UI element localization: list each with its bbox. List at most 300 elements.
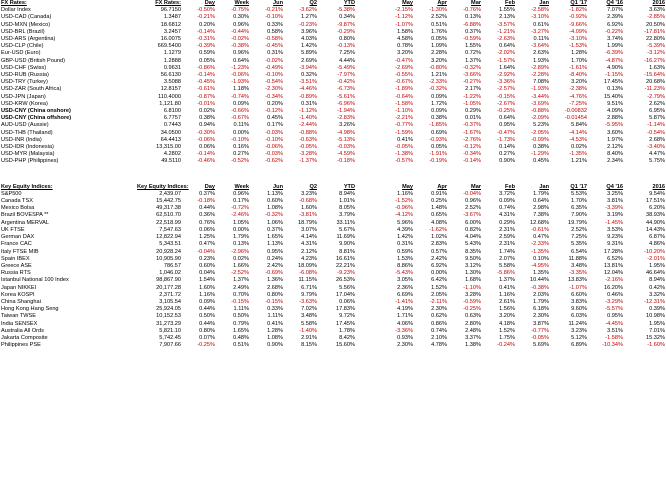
cell-value: -1.29% bbox=[531, 151, 549, 158]
cell-value: 17.51% bbox=[646, 198, 665, 205]
row-label: France CAC bbox=[1, 241, 32, 248]
row-label: Russia RTS bbox=[1, 270, 31, 277]
cell-value: 2.91% bbox=[301, 334, 317, 341]
table-row bbox=[0, 212, 666, 219]
fx-header-cell: YTD bbox=[343, 0, 355, 6]
cell-value: 1.54% bbox=[199, 277, 215, 284]
table-row bbox=[0, 285, 666, 292]
cell-value bbox=[356, 256, 380, 263]
cell-value: 7.25% bbox=[339, 50, 355, 57]
cell-value: 1.48% bbox=[431, 205, 447, 212]
cell-value: -12.31% bbox=[644, 298, 665, 305]
cell-value: 1,046.02 bbox=[159, 270, 181, 277]
row-label: USD-MXN (Mexico) bbox=[1, 21, 51, 28]
row-label: USD-CNY (China onshore) bbox=[1, 108, 71, 115]
cell-value: -2.92% bbox=[497, 72, 515, 79]
cell-value: -1.59% bbox=[395, 129, 413, 136]
cell-value: -6.96% bbox=[337, 100, 355, 107]
cell-value: 0.13% bbox=[465, 14, 481, 21]
cell-value: -1.82% bbox=[569, 7, 587, 14]
cell-value: 8.86% bbox=[397, 262, 413, 269]
cell-value: 4.2802 bbox=[163, 151, 181, 158]
cell-value: 7.90% bbox=[571, 212, 587, 219]
cell-value: 0.82% bbox=[465, 226, 481, 233]
cell-value: 0.86% bbox=[431, 320, 447, 327]
cell-value: -0.38% bbox=[531, 284, 549, 291]
cell-value: 0.17% bbox=[233, 198, 249, 205]
cell-value: 8.42% bbox=[339, 334, 355, 341]
cell-value: 15.60% bbox=[336, 342, 355, 349]
table-row bbox=[0, 328, 666, 335]
cell-value: 0.11% bbox=[533, 36, 549, 43]
fx-header-cell: Week bbox=[234, 0, 249, 6]
cell-value bbox=[356, 72, 380, 79]
cell-value: 0.37% bbox=[267, 226, 283, 233]
cell-value: -1.41% bbox=[395, 298, 413, 305]
section-gap bbox=[0, 166, 640, 184]
row-label: Istanbul National 100 Index bbox=[1, 277, 69, 284]
cell-value: -0.74% bbox=[231, 93, 249, 100]
cell-value: 18.6812 bbox=[160, 21, 181, 28]
cell-value: 2.05% bbox=[431, 291, 447, 298]
row-label: UK FTSE bbox=[1, 226, 25, 233]
cell-value bbox=[356, 205, 380, 212]
cell-value: -0.15% bbox=[497, 93, 515, 100]
cell-value: 1.60% bbox=[301, 205, 317, 212]
cell-value: -0.22% bbox=[605, 28, 623, 35]
cell-value: -0.54% bbox=[647, 129, 665, 136]
cell-value: -0.30% bbox=[197, 129, 215, 136]
cell-value: -0.25% bbox=[197, 342, 215, 349]
cell-value: 11.15% bbox=[298, 277, 317, 284]
cell-value: 1.16% bbox=[397, 190, 413, 197]
cell-value bbox=[356, 43, 380, 50]
row-label: USD-KRW (Korea) bbox=[1, 100, 48, 107]
cell-value: -1.12% bbox=[299, 108, 317, 115]
cell-value: 5.58% bbox=[301, 320, 317, 327]
cell-value: 0.74% bbox=[431, 327, 447, 334]
cell-value: -4.12% bbox=[395, 212, 413, 219]
cell-value: -1.62% bbox=[429, 226, 447, 233]
eq-header-cell: Key Equity Indices: bbox=[1, 183, 53, 190]
cell-value: -1.61% bbox=[569, 64, 587, 71]
cell-value: 4.03% bbox=[301, 36, 317, 43]
fx-header-cell: Q4 '16 bbox=[606, 0, 623, 6]
cell-value: 1.97% bbox=[607, 136, 623, 143]
cell-value: -5.39% bbox=[647, 43, 665, 50]
cell-value: 5.67% bbox=[339, 226, 355, 233]
cell-value: 1,121.80 bbox=[159, 100, 181, 107]
cell-value: 110.4000 bbox=[158, 93, 181, 100]
cell-value: -0.75% bbox=[231, 7, 249, 14]
cell-value: -1.93% bbox=[531, 86, 549, 93]
cell-value: -0.10% bbox=[265, 14, 283, 21]
cell-value: 9.90% bbox=[339, 241, 355, 248]
table-row bbox=[0, 234, 666, 241]
cell-value: -1.94% bbox=[337, 108, 355, 115]
cell-value: -0.46% bbox=[197, 158, 215, 165]
cell-value: -0.32% bbox=[265, 212, 283, 219]
cell-value: 6.03% bbox=[571, 313, 587, 320]
cell-value: 12.04% bbox=[604, 270, 623, 277]
fx-rates-table bbox=[0, 0, 666, 166]
cell-value: 1.70% bbox=[571, 198, 587, 205]
cell-value: 5.96% bbox=[397, 219, 413, 226]
cell-value: -0.77% bbox=[395, 122, 413, 129]
cell-value bbox=[356, 321, 380, 328]
table-row bbox=[0, 14, 666, 21]
cell-value: 6.42% bbox=[431, 277, 447, 284]
cell-value bbox=[356, 122, 380, 129]
cell-value: 0.02% bbox=[571, 144, 587, 151]
cell-value: -0.06% bbox=[231, 72, 249, 79]
table-row bbox=[0, 335, 666, 342]
cell-value: 2.52% bbox=[431, 14, 447, 21]
cell-value: -0.39% bbox=[197, 43, 215, 50]
cell-value: 0.38% bbox=[431, 115, 447, 122]
row-label: USD-ARS (Argentina) bbox=[1, 36, 56, 43]
cell-value: 2.61% bbox=[499, 298, 515, 305]
cell-value: -0.96% bbox=[395, 205, 413, 212]
cell-value: 0.51% bbox=[233, 342, 249, 349]
cell-value bbox=[356, 212, 380, 219]
cell-value: -4.45% bbox=[605, 320, 623, 327]
cell-value: 1.09% bbox=[431, 43, 447, 50]
cell-value: -2.11% bbox=[429, 298, 447, 305]
row-label: German DAX bbox=[1, 234, 35, 241]
cell-value: 0.63% bbox=[465, 313, 481, 320]
cell-value: 15.32% bbox=[646, 334, 665, 341]
cell-value: -0.05% bbox=[299, 144, 317, 151]
cell-value: 0.11% bbox=[233, 122, 249, 129]
cell-value: 1.79% bbox=[533, 298, 549, 305]
cell-value: 3.81% bbox=[607, 198, 623, 205]
cell-value: -0.76% bbox=[463, 7, 481, 14]
cell-value: 0.78% bbox=[397, 43, 413, 50]
cell-value: 0.94% bbox=[199, 122, 215, 129]
eq-header-cell: Q1 '17 bbox=[570, 183, 587, 190]
cell-value: 6.18% bbox=[533, 306, 549, 313]
cell-value: 98,867.90 bbox=[156, 277, 181, 284]
cell-value: -4.76% bbox=[569, 93, 587, 100]
cell-value: 0.37% bbox=[199, 190, 215, 197]
cell-value: 4.39% bbox=[397, 226, 413, 233]
cell-value bbox=[356, 220, 380, 227]
fx-header-cell: Jun bbox=[273, 0, 283, 6]
cell-value: -0.01% bbox=[197, 100, 215, 107]
cell-value: -0.25% bbox=[497, 108, 515, 115]
cell-value: 3,105.54 bbox=[159, 298, 181, 305]
cell-value: 17.83% bbox=[336, 306, 355, 313]
cell-value: 1.65% bbox=[267, 234, 283, 241]
table-row bbox=[0, 86, 666, 93]
cell-value: 2.62% bbox=[649, 100, 665, 107]
cell-value: -0.14% bbox=[463, 158, 481, 165]
cell-value: 9.79% bbox=[301, 291, 317, 298]
cell-value: 0.02% bbox=[233, 255, 249, 262]
cell-value: 1.37% bbox=[233, 277, 249, 284]
cell-value: 62,510.70 bbox=[156, 212, 181, 219]
cell-value: -5.61% bbox=[337, 93, 355, 100]
cell-value: -0.88% bbox=[531, 108, 549, 115]
cell-value: 1.79% bbox=[533, 190, 549, 197]
cell-value: -3.10% bbox=[531, 14, 549, 21]
table-row bbox=[0, 101, 666, 108]
cell-value: -9.66% bbox=[569, 21, 587, 28]
cell-value: -0.12% bbox=[463, 144, 481, 151]
cell-value: 11.24% bbox=[568, 320, 587, 327]
cell-value: 4.04% bbox=[465, 234, 481, 241]
row-label: Greece ASE bbox=[1, 262, 32, 269]
cell-value: 13.81% bbox=[604, 262, 623, 269]
cell-value: -2.67% bbox=[497, 100, 515, 107]
table-row bbox=[0, 137, 666, 144]
table-row bbox=[0, 72, 666, 79]
eq-header-cell: YTD bbox=[343, 183, 355, 190]
cell-value: 1.13% bbox=[267, 241, 283, 248]
cell-value: -4.14% bbox=[569, 129, 587, 136]
cell-value: 1.42% bbox=[397, 234, 413, 241]
cell-value: -10.20% bbox=[644, 248, 665, 255]
table-row bbox=[0, 241, 666, 248]
cell-value bbox=[356, 241, 380, 248]
cell-value: -4.53% bbox=[569, 136, 587, 143]
cell-value: 0.04% bbox=[199, 270, 215, 277]
cell-value: 2.80% bbox=[465, 320, 481, 327]
cell-value: -3.27% bbox=[531, 28, 549, 35]
cell-value: 16.20% bbox=[604, 284, 623, 291]
cell-value: -2.30% bbox=[265, 86, 283, 93]
cell-value: 6.89% bbox=[571, 342, 587, 349]
cell-value: 4.31% bbox=[499, 212, 515, 219]
cell-value: 16.61% bbox=[336, 255, 355, 262]
cell-value: 4.78% bbox=[431, 342, 447, 349]
cell-value: 5.53% bbox=[571, 190, 587, 197]
cell-value: 15,442.75 bbox=[156, 198, 181, 205]
cell-value: -1.10% bbox=[463, 284, 481, 291]
cell-value: -2.76% bbox=[463, 136, 481, 143]
cell-value: 0.74% bbox=[499, 205, 515, 212]
table-row bbox=[0, 306, 666, 313]
cell-value: -2.69% bbox=[395, 64, 413, 71]
cell-value: -5.38% bbox=[337, 7, 355, 14]
cell-value: 1.37% bbox=[465, 57, 481, 64]
cell-value: 10,905.90 bbox=[156, 255, 181, 262]
cell-value: 4.09% bbox=[607, 108, 623, 115]
cell-value: 1.05% bbox=[233, 219, 249, 226]
cell-value: 0.20% bbox=[267, 100, 283, 107]
cell-value: -0.92% bbox=[569, 14, 587, 21]
cell-value: -3.35% bbox=[569, 270, 587, 277]
cell-value: -1.23% bbox=[231, 64, 249, 71]
cell-value: 2.30% bbox=[533, 313, 549, 320]
table-row bbox=[0, 198, 666, 205]
cell-value: 9.60% bbox=[571, 306, 587, 313]
fx-header-cell: FX Rates: bbox=[1, 0, 27, 6]
eq-header-cell: Apr bbox=[437, 183, 447, 190]
cell-value: 0.24% bbox=[267, 255, 283, 262]
cell-value: 5.12% bbox=[571, 334, 587, 341]
cell-value: 3.48% bbox=[571, 262, 587, 269]
cell-value: -3.28% bbox=[299, 151, 317, 158]
cell-value: -6.08% bbox=[299, 270, 317, 277]
cell-value: -3.36% bbox=[497, 79, 515, 86]
cell-value: 0.38% bbox=[199, 115, 215, 122]
cell-value: -4.09% bbox=[569, 28, 587, 35]
row-label: S&P500 bbox=[1, 190, 22, 197]
cell-value: 0.09% bbox=[431, 108, 447, 115]
cell-value: -3.44% bbox=[531, 93, 549, 100]
cell-value: 3.2457 bbox=[163, 28, 181, 35]
cell-value: 0.44% bbox=[199, 320, 215, 327]
table-row bbox=[0, 205, 666, 212]
cell-value: 0.41% bbox=[499, 284, 515, 291]
cell-value: 22.21% bbox=[336, 262, 355, 269]
cell-value: -0.67% bbox=[395, 79, 413, 86]
fx-header-cell: FX Rates: bbox=[155, 0, 181, 6]
cell-value: 1.70% bbox=[571, 57, 587, 64]
fx-header-cell: Feb bbox=[505, 0, 515, 6]
cell-value: 2.12% bbox=[607, 144, 623, 151]
cell-value: -4.59% bbox=[337, 151, 355, 158]
row-label: Jakarta Composite bbox=[1, 334, 48, 341]
cell-value: 7,907.66 bbox=[159, 342, 181, 349]
cell-value: 3.60% bbox=[607, 129, 623, 136]
row-label: USD-CNY (China offshore) bbox=[1, 115, 72, 122]
cell-value: -2.02% bbox=[497, 50, 515, 57]
cell-value: 0.06% bbox=[339, 298, 355, 305]
row-label: Australia All Ords bbox=[1, 327, 44, 334]
key-equity-indices-table bbox=[0, 184, 666, 350]
cell-value: 1.95% bbox=[649, 262, 665, 269]
cell-value: -0.42% bbox=[337, 79, 355, 86]
cell-value: 0.61% bbox=[533, 21, 549, 28]
cell-value: 0.06% bbox=[199, 144, 215, 151]
cell-value: -2.83% bbox=[337, 115, 355, 122]
table-row bbox=[0, 158, 666, 165]
table-row bbox=[0, 313, 666, 320]
cell-value: -3.36% bbox=[395, 327, 413, 334]
cell-value: 1.02% bbox=[431, 234, 447, 241]
cell-value: -0.45% bbox=[265, 43, 283, 50]
cell-value: 0.38% bbox=[533, 144, 549, 151]
cell-value: 96.7150 bbox=[160, 7, 181, 14]
cell-value: -0.80% bbox=[429, 64, 447, 71]
eq-header-cell: Week bbox=[234, 183, 249, 190]
cell-value: 22.80% bbox=[646, 36, 665, 43]
cell-value: -0.15% bbox=[231, 298, 249, 305]
cell-value: 4.90% bbox=[607, 64, 623, 71]
cell-value bbox=[356, 94, 380, 101]
cell-value: 2.98% bbox=[533, 205, 549, 212]
cell-value: 3.20% bbox=[571, 79, 587, 86]
cell-value: 16.0075 bbox=[160, 36, 181, 43]
cell-value: -3.40% bbox=[647, 144, 665, 151]
table-row bbox=[0, 227, 666, 234]
row-label: Brazil BOVESPA ** bbox=[1, 212, 49, 219]
row-label: USD-MYR (Malaysia) bbox=[1, 151, 55, 158]
cell-value: 0.48% bbox=[233, 334, 249, 341]
cell-value: 0.65% bbox=[431, 212, 447, 219]
cell-value: 3.20% bbox=[499, 313, 515, 320]
cell-value: 1.08% bbox=[267, 205, 283, 212]
cell-value: -7.97% bbox=[337, 72, 355, 79]
cell-value bbox=[356, 234, 380, 241]
cell-value: 6.54% bbox=[571, 248, 587, 255]
cell-value: 0.33% bbox=[267, 306, 283, 313]
cell-value: 33.11% bbox=[336, 219, 355, 226]
cell-value bbox=[356, 263, 380, 270]
cell-value: 46.64% bbox=[646, 270, 665, 277]
cell-value: -2.05% bbox=[531, 129, 549, 136]
cell-value: 5,343.51 bbox=[159, 241, 181, 248]
cell-value: -0.23% bbox=[299, 21, 317, 28]
table-row bbox=[0, 79, 666, 86]
cell-value: 0.37% bbox=[465, 28, 481, 35]
cell-value: 3.19% bbox=[607, 212, 623, 219]
cell-value: 1.93% bbox=[533, 57, 549, 64]
cell-value: -0.01454 bbox=[564, 115, 587, 122]
row-label: USD-PHP (Philippines) bbox=[1, 158, 59, 165]
cell-value: -0.04% bbox=[197, 248, 215, 255]
cell-value: 0.60% bbox=[267, 198, 283, 205]
cell-value: 6.92% bbox=[431, 262, 447, 269]
cell-value: 0.96% bbox=[465, 198, 481, 205]
cell-value: -6.73% bbox=[337, 86, 355, 93]
cell-value: -0.14% bbox=[197, 151, 215, 158]
cell-value: -0.21% bbox=[197, 14, 215, 21]
cell-value: 4.47% bbox=[649, 151, 665, 158]
cell-value: 20.68% bbox=[646, 79, 665, 86]
cell-value: -1.53% bbox=[569, 43, 587, 50]
cell-value: 6.92% bbox=[607, 21, 623, 28]
cell-value: 20.50% bbox=[646, 21, 665, 28]
cell-value: -0.44% bbox=[231, 28, 249, 35]
table-row bbox=[0, 249, 666, 256]
cell-value: -7.25% bbox=[569, 100, 587, 107]
eq-header-cell: Q2 bbox=[309, 183, 317, 190]
cell-value: 0.50% bbox=[199, 313, 215, 320]
cell-value: 5.35% bbox=[571, 241, 587, 248]
cell-value: 2.68% bbox=[649, 136, 665, 143]
cell-value: 1.99% bbox=[607, 43, 623, 50]
cell-value: 0.14% bbox=[499, 144, 515, 151]
fx-header-cell: Q2 bbox=[309, 0, 317, 6]
cell-value: 1.1279 bbox=[163, 50, 181, 57]
cell-value: -2.28% bbox=[531, 72, 549, 79]
cell-value: 2.52% bbox=[571, 226, 587, 233]
cell-value bbox=[356, 198, 380, 205]
cell-value: -2.09% bbox=[531, 115, 549, 122]
cell-value bbox=[356, 277, 380, 284]
table-row bbox=[0, 108, 666, 115]
cell-value: 1.72% bbox=[431, 100, 447, 107]
cell-value: 1.78% bbox=[339, 327, 355, 334]
table-row bbox=[0, 43, 666, 50]
cell-value: 7.25% bbox=[571, 234, 587, 241]
cell-value: -0.15% bbox=[265, 298, 283, 305]
cell-value: -0.25% bbox=[463, 306, 481, 313]
cell-value: -5.13% bbox=[337, 136, 355, 143]
cell-value: 0.36% bbox=[199, 212, 215, 219]
cell-value: 6.8100 bbox=[163, 108, 181, 115]
cell-value: -0.86% bbox=[197, 64, 215, 71]
cell-value: 2.07% bbox=[499, 255, 515, 262]
cell-value: 5.58% bbox=[499, 262, 515, 269]
cell-value: 1.2888 bbox=[163, 57, 181, 64]
cell-value: -5.43% bbox=[395, 270, 413, 277]
cell-value: 0.57% bbox=[431, 248, 447, 255]
